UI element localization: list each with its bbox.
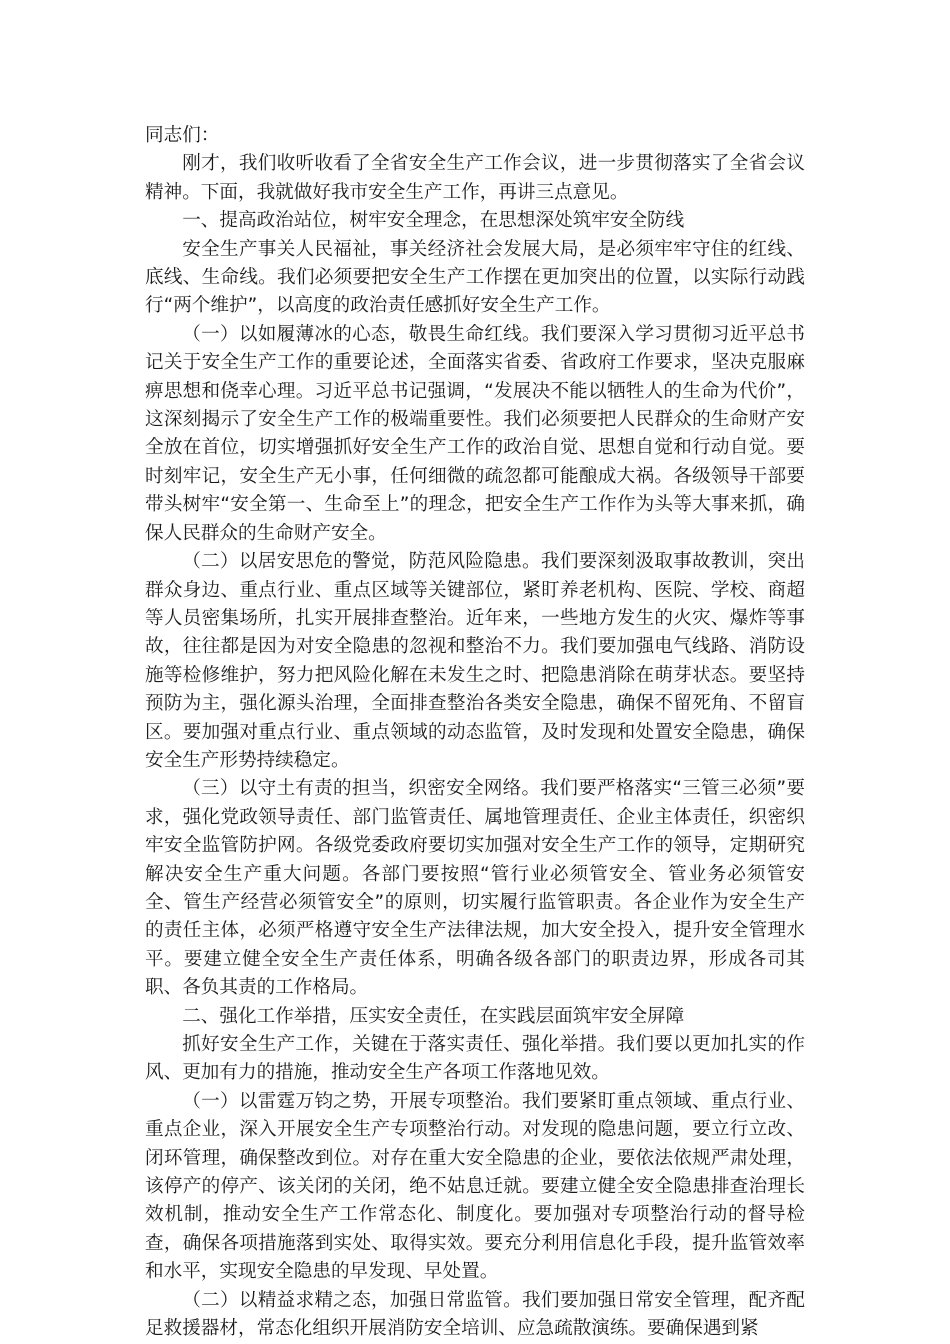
document-body <box>145 122 805 1343</box>
section-2-item-2: （二）以精益求精之态，加强日常监管。我们要加强日常安全管理，配齐配足救援器材，常态化组织开展消防安全培训、应急疏散演练。要确保遇到紧 <box>145 1289 805 1340</box>
section-1-item-3: （三）以守土有责的担当，织密安全网络。我们要严格落实“三管三必须”要求，强化党政领导责任、部门监管责任、属地管理责任、企业主体责任，织密织牢安全监管防护网。各级党委政府要切实加强对安全生产工作的领导，定期研究解决安全生产重大问题。各部门要按照“管行业必须管安全、管业务必须管安全、管生产经营必须管安全”的原则，切实履行监管职责。各企业作为安全生产的责任主体，必须严格遵守安全生产法律法规，加大安全投入，提升安全管理水平。要建立健全安全生产责任体系，明确各级各部门的职责边界，形成各司其职、各负其责的工作格局。 <box>145 778 805 999</box>
opening-paragraph: 刚才，我们收听收看了全省安全生产工作会议，进一步贯彻落实了全省会议精神。下面，我就做好我市安全生产工作，再讲三点意见。 <box>145 153 805 203</box>
section-2-item-1: （一）以雷霆万钧之势，开展专项整治。我们要紧盯重点领域、重点行业、重点企业，深入开展安全生产专项整治行动。对发现的隐患问题，要立行立改、闭环管理，确保整改到位。对存在重大安全隐患的企业，要依法依规严肃处理，该停产的停产、该关闭的关闭，绝不姑息迁就。要建立健全安全隐患排查治理长效机制，推动安全生产工作常态化、制度化。要加强对专项整治行动的督导检查，确保各项措施落到实处、取得实效。要充分利用信息化手段，提升监管效率和水平，实现安全隐患的早发现、早处置。 <box>145 1090 805 1283</box>
section-2-intro: 抓好安全生产工作，关键在于落实责任、强化举措。我们要以更加扎实的作风、更加有力的措施，推动安全生产各项工作落地见效。 <box>145 1034 805 1084</box>
section-1-item-2: （二）以居安思危的警觉，防范风险隐患。我们要深刻汲取事故教训，突出群众身边、重点行业、重点区域等关键部位，紧盯养老机构、医院、学校、商超等人员密集场所，扎实开展排查整治。近年来，一些地方发生的火灾、爆炸等事故，往往都是因为对安全隐患的忽视和整治不力。我们要加强电气线路、消防设施等检修维护，努力把风险化解在未发生之时、把隐患消除在萌芽状态。要坚持预防为主，强化源头治理，全面排查整治各类安全隐患，确保不留死角、不留盲区。要加强对重点行业、重点领域的动态监管，及时发现和处置安全隐患，确保安全生产形势持续稳定。 <box>145 551 805 771</box>
section-1-item-1: （一）以如履薄冰的心态，敬畏生命红线。我们要深入学习贯彻习近平总书记关于安全生产工作的重要论述，全面落实省委、省政府工作要求，坚决克服麻痹思想和侥幸心理。习近平总书记强调，“发展决不能以牺牲人的生命为代价”，这深刻揭示了安全生产工作的极端重要性。我们必须要把人民群众的生命财产安全放在首位，切实增强抓好安全生产工作的政治自觉、思想自觉和行动自觉。要时刻牢记，安全生产无小事，任何细微的疏忽都可能酿成大祸。各级领导干部要带头树牢“安全第一、生命至上”的理念，把安全生产工作作为头等大事来抓，确保人民群众的生命财产安全。 <box>145 323 805 544</box>
section-heading-1: 一、提高政治站位，树牢安全理念，在思想深处筑牢安全防线 <box>182 210 685 232</box>
section-1-intro: 安全生产事关人民福祉，事关经济社会发展大局，是必须牢牢守住的红线、底线、生命线。我们必须要把安全生产工作摆在更加突出的位置，以实际行动践行“两个维护”，以高度的政治责任感抓好安全生产工作。 <box>145 238 805 317</box>
section-heading-2: 二、强化工作举措，压实安全责任，在实践层面筑牢安全屏障 <box>182 1005 685 1027</box>
salutation: 同志们： <box>145 125 220 146</box>
